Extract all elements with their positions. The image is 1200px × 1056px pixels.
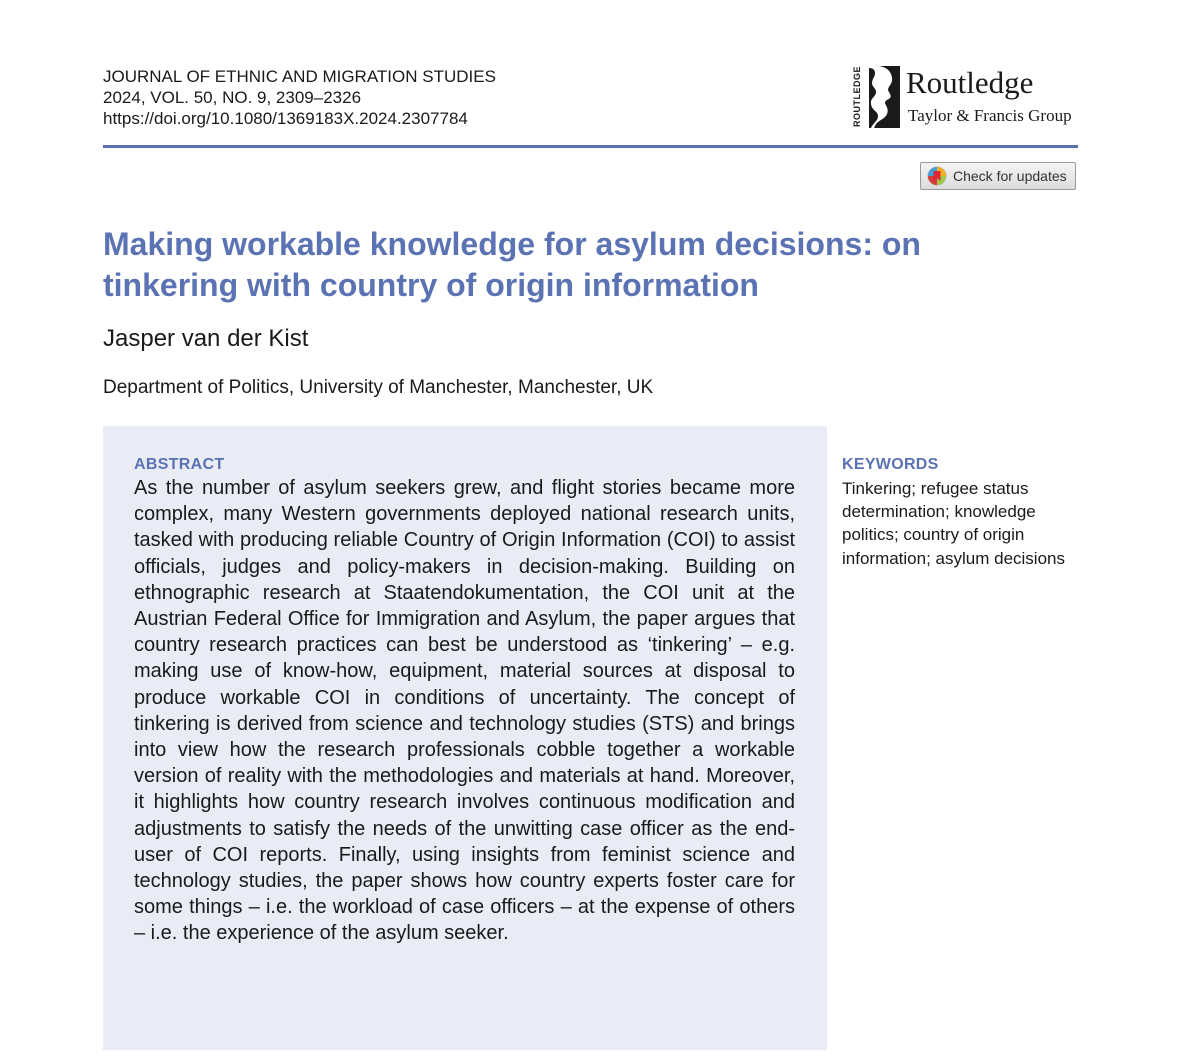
- abstract-heading: ABSTRACT: [134, 456, 225, 473]
- check-for-updates-label: Check for updates: [953, 168, 1067, 184]
- journal-metadata: [103, 66, 496, 129]
- routledge-profile-logo-icon: [866, 64, 900, 130]
- crossmark-icon: [927, 166, 947, 186]
- keywords-heading: KEYWORDS: [842, 456, 939, 473]
- abstract-body: As the number of asylum seekers grew, and flight stories became more complex, many Western governments deployed national research units, tasked with producing reliable Country of Origin Information (COI) to assist officials, judges and policy-makers in decision-making. Building on ethnographic research at Staatendokumentation, the COI unit at the Austrian Federal Office for Immigration and Asylum, the paper argues that country research practices can best be understood as ‘tinkering’ – e.g. making use of know-how, equipment, material sources at disposal to produce workable COI in conditions of uncertainty. The concept of tinkering is derived from science and technology studies (STS) and brings into view how the research professionals cobble together a workable version of reality with the methodologies and materials at hand. Moreover, it highlights how country research involves continuous modification and adjustments to satisfy the needs of the unwitting case officer as the end-user of COI reports. Finally, using insights from feminist science and technology studies, the paper shows how country experts foster care for some things – i.e. the workload of case officers – at the expense of others – i.e. the experience of the asylum seeker.: [134, 477, 795, 945]
- journal-name: JOURNAL OF ETHNIC AND MIGRATION STUDIES: [103, 67, 496, 86]
- journal-doi-link[interactable]: https://doi.org/10.1080/1369183X.2024.2307784: [103, 109, 468, 128]
- publisher-name: Routledge: [906, 65, 1034, 100]
- article-title: Making workable knowledge for asylum decisions: on tinkering with country of origin information: [103, 226, 921, 303]
- publisher-vertical-label: ROUTLEDGE: [852, 65, 862, 127]
- journal-volume-info: 2024, VOL. 50, NO. 9, 2309–2326: [103, 88, 362, 107]
- article-author[interactable]: Jasper van der Kist: [103, 325, 309, 352]
- keywords-list: Tinkering; refugee status determination; knowledge politics; country of origin information; asylum decisions: [842, 479, 1065, 568]
- check-for-updates-button[interactable]: [920, 162, 1076, 190]
- publisher-group: Taylor & Francis Group: [908, 106, 1072, 125]
- author-affiliation: Department of Politics, University of Manchester, Manchester, UK: [103, 377, 654, 398]
- publisher-logo-block: [852, 62, 1082, 132]
- header-divider: [103, 145, 1078, 148]
